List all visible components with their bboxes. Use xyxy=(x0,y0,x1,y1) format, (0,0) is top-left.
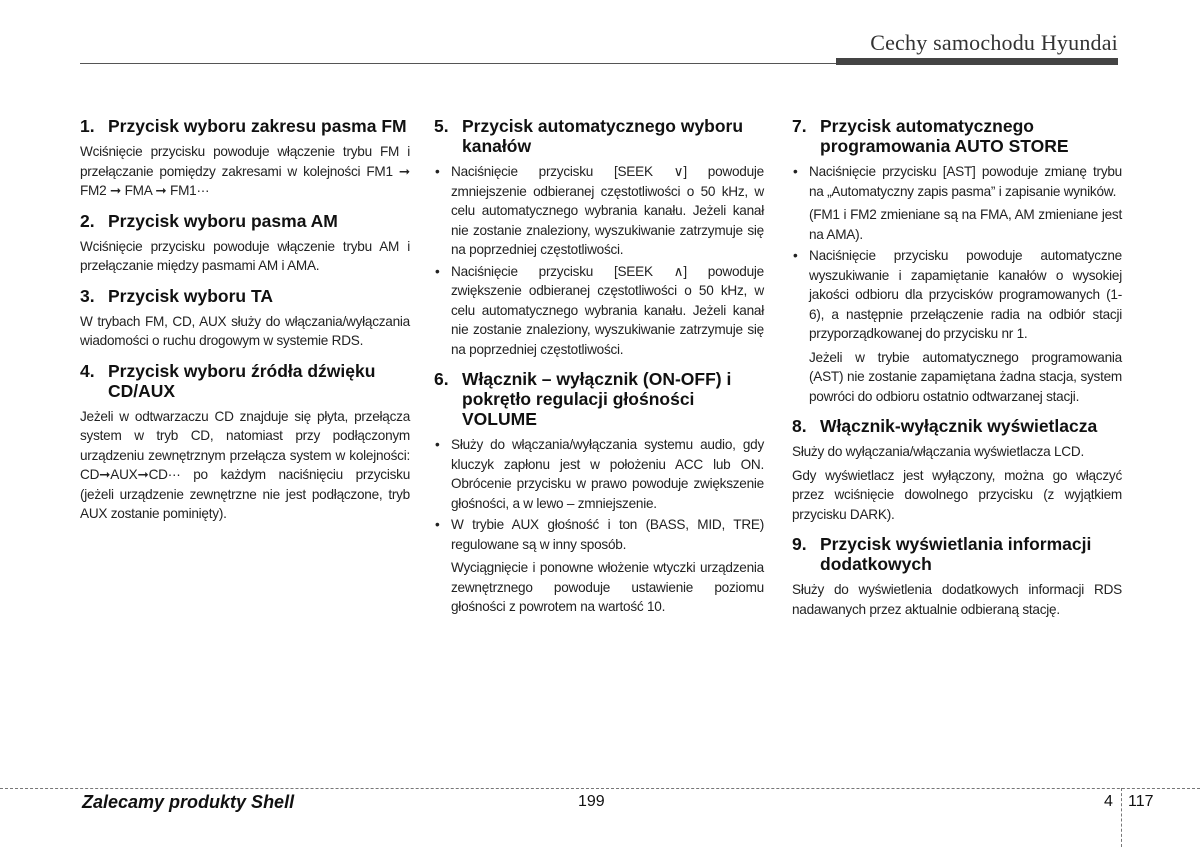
section-number: 6. xyxy=(434,369,449,389)
paragraph: W trybach FM, CD, AUX służy do włączania/wyłączania wiadomości o ruchu drogowym w systemie RDS. xyxy=(80,313,410,348)
bullet-item xyxy=(792,246,1122,344)
section-number: 9. xyxy=(792,534,807,554)
section-number: 1. xyxy=(80,116,95,136)
bullet-item xyxy=(434,262,764,360)
section-heading xyxy=(434,116,764,156)
footer-brand-text: Zalecamy produkty Shell xyxy=(82,792,295,812)
bullet-item xyxy=(792,162,1122,201)
bullet-item xyxy=(434,515,764,554)
bullet-item xyxy=(434,162,764,260)
section-title: Włącznik-wyłącznik wyświetlacza xyxy=(820,416,1098,436)
footer-dashed-line xyxy=(0,788,1200,789)
column-right xyxy=(792,116,1122,629)
section-title: Przycisk wyboru źródła dźwięku CD/AUX xyxy=(108,360,376,401)
section-number: 2. xyxy=(80,210,95,231)
footer-chapter-number: 4 xyxy=(1104,793,1113,810)
bullet-text: Naciśnięcie przycisku [SEEK ∧] powoduje zwiększenie odbieranej częstotliwości o 50 kHz, w celu automatycznego wybrania kanału. Jeżeli kanał nie zostanie znaleziony, wyszukiwanie zatrzymuje się na poprzedniej częstotliwości. xyxy=(451,263,764,357)
section-heading xyxy=(80,361,410,401)
section xyxy=(792,534,1122,619)
section xyxy=(80,286,410,351)
bullet-dot-icon: • xyxy=(435,164,440,179)
section-heading xyxy=(80,211,410,231)
indented-paragraph: (FM1 i FM2 zmieniane są na FMA, AM zmieniane jest na AMA). xyxy=(809,207,1122,242)
section-heading xyxy=(792,534,1122,574)
section xyxy=(80,116,410,201)
section-number: 5. xyxy=(434,116,449,136)
bullet-text: W trybie AUX głośność i ton (BASS, MID, TRE) regulowane są w inny sposób. xyxy=(451,517,764,552)
section-heading xyxy=(80,116,410,136)
paragraph: Służy do wyświetlenia dodatkowych informacji RDS nadawanych przez aktualnie odbieraną stację. xyxy=(792,582,1122,617)
section xyxy=(792,416,1122,524)
column-middle xyxy=(434,116,764,627)
section-title: Przycisk wyboru zakresu pasma FM xyxy=(108,116,407,136)
indented-paragraph: Jeżeli w trybie automatycznego programowania (AST) nie zostanie zapamiętana żadna stacja, system powróci do odbioru ostatnio odtwarzanej stacji. xyxy=(809,349,1122,404)
header-bar xyxy=(836,58,1118,65)
section xyxy=(434,369,764,617)
section-number: 3. xyxy=(80,285,95,306)
section-number: 4. xyxy=(80,360,95,381)
bullet-text: Naciśnięcie przycisku [AST] powoduje zmianę trybu na „Automatyczny zapis pasma” i zapisanie wyników. xyxy=(809,164,1122,199)
paragraph: Jeżeli w odtwarzaczu CD znajduje się płyta, przełącza system w tryb CD, natomiast przy podłączonym urządzeniu zewnętrznym przełącza system w kolejności: CD➞AUX➞CD··· po każdym naciśnięciu przycisku (jeżeli urządzenie zewnętrzne nie jest podłączone, tryb AUX zostanie pominięty). xyxy=(80,408,410,521)
bullet-dot-icon: • xyxy=(793,248,798,263)
section-title: Przycisk automatycznego wyboru kanałów xyxy=(462,116,744,156)
section xyxy=(792,116,1122,406)
section xyxy=(80,211,410,276)
footer-page-number: 199 xyxy=(578,793,605,810)
bullet-dot-icon: • xyxy=(435,437,440,452)
section-heading xyxy=(792,416,1122,436)
indented-paragraph: Wyciągnięcie i ponowne włożenie wtyczki urządzenia zewnętrznego powoduje ustawienie poziomu głośności z powrotem na wartość 10. xyxy=(451,560,764,614)
bullet-text: Naciśnięcie przycisku powoduje automatyczne wyszukiwanie i zapamiętanie kanałów o wysokiej jakości odbioru dla przycisków programowanych (1-6), a następnie przełączenie radia na odbiór stacji przyporządkowanej do przycisku nr 1. xyxy=(809,248,1122,341)
bullet-item xyxy=(434,435,764,513)
paragraph: Gdy wyświetlacz jest wyłączony, można go włączyć przez wciśnięcie dowolnego przycisku (z wyjątkiem przycisku DARK). xyxy=(792,467,1122,522)
paragraph: Wciśnięcie przycisku powoduje włączenie trybu FM i przełączanie pomiędzy zakresami w kolejności FM1 ➞ FM2 ➞ FMA ➞ FM1··· xyxy=(80,144,410,198)
footer-chapter-page: 117 xyxy=(1128,793,1154,810)
running-header: Cechy samochodu Hyundai xyxy=(870,30,1118,55)
bullet-dot-icon: • xyxy=(793,164,798,179)
section-number: 7. xyxy=(792,116,807,136)
section-heading xyxy=(434,369,764,429)
section-title: Przycisk wyboru pasma AM xyxy=(108,210,338,231)
footer-dashed-divider xyxy=(1121,788,1122,847)
bullet-dot-icon: • xyxy=(435,263,440,279)
section-title: Przycisk wyświetlania informacji dodatkowych xyxy=(820,534,1092,574)
section-title: Włącznik – wyłącznik (ON-OFF) i pokrętło regulacji głośności VOLUME xyxy=(462,369,732,429)
paragraph: Wciśnięcie przycisku powoduje włączenie trybu AM i przełączanie między pasmami AM i AMA. xyxy=(80,238,410,273)
column-left xyxy=(80,116,410,534)
section-number: 8. xyxy=(792,416,807,436)
bullet-text: Naciśnięcie przycisku [SEEK ∨] powoduje zmniejszenie odbieranej częstotliwości o 50 kHz, w celu automatycznego wybrania kanału. Jeżeli kanał nie zostanie znaleziony, wyszukiwanie zatrzymuje się na poprzedniej częstotliwości. xyxy=(451,164,764,257)
section xyxy=(80,361,410,524)
bullet-text: Służy do włączania/wyłączania systemu audio, gdy kluczyk zapłonu jest w położeniu ACC lub ON. Obrócenie przycisku w prawo powoduje zwiększenie głośności, a w lewo – zmniejszenie. xyxy=(451,437,764,511)
section-title: Przycisk wyboru TA xyxy=(108,285,274,306)
section-heading xyxy=(80,286,410,306)
bullet-dot-icon: • xyxy=(435,517,440,532)
paragraph: Służy do wyłączania/włączania wyświetlacza LCD. xyxy=(792,444,1084,459)
section-heading xyxy=(792,116,1122,156)
section xyxy=(434,116,764,359)
section-title: Przycisk automatycznego programowania AUTO STORE xyxy=(820,116,1069,156)
